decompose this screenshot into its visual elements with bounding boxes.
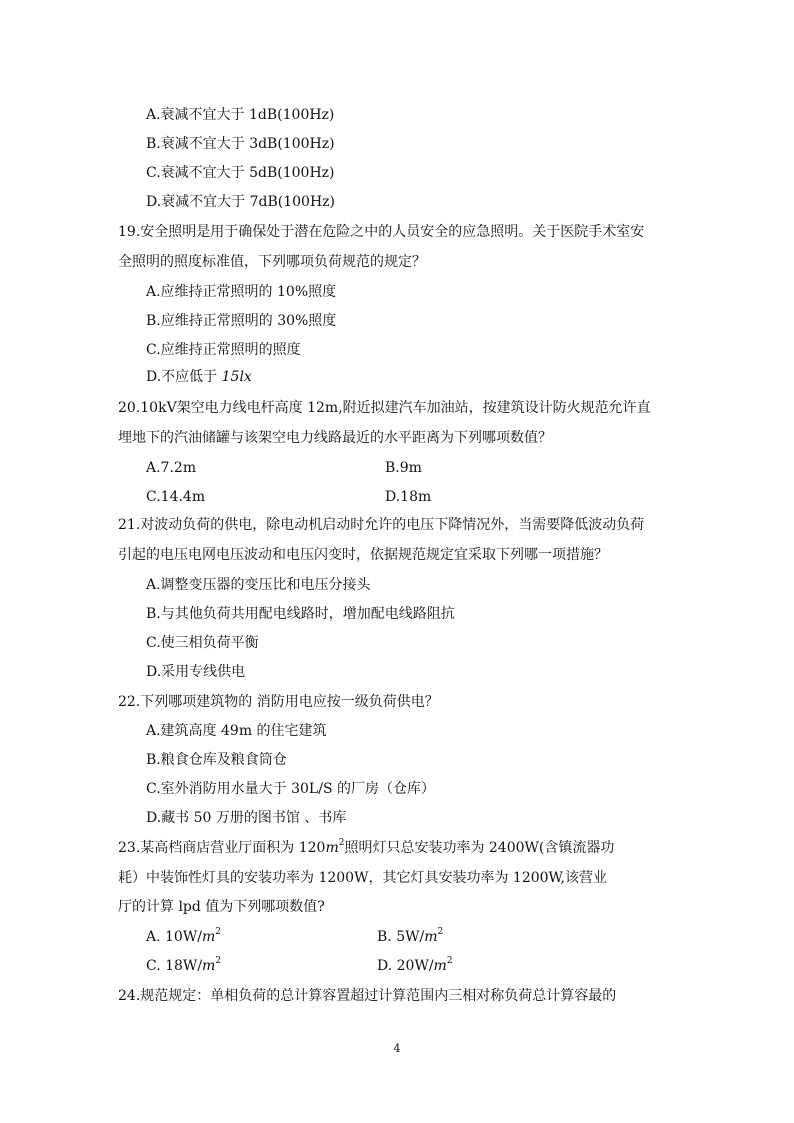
q23-option-b-unit: m <box>424 929 438 945</box>
q23-stem-line1 <box>118 839 614 857</box>
q20-option-c: C.14.4m <box>146 489 206 505</box>
q23-option-c-text: C. 18W/ <box>146 958 203 974</box>
q23-option-d <box>377 957 453 975</box>
q23-stem-line2: 耗）中装饰性灯具的安装功率为 1200W，其它灯具安装功率为 1200W,该营业 <box>118 870 607 886</box>
q18-option-a: A.衰减不宜大于 1dB(100Hz) <box>146 107 335 123</box>
q19-option-a: A.应维持正常照明的 10%照度 <box>146 284 337 300</box>
q19-option-d-math: 15lx <box>221 369 252 385</box>
page-number: 4 <box>393 1042 401 1055</box>
q23-option-a-unit: m <box>201 929 216 945</box>
q18-option-c: C.衰减不宜大于 5dB(100Hz) <box>146 165 335 181</box>
q22-option-c: C.室外消防用水量大于 30L/S 的厂房（仓库） <box>146 781 435 797</box>
q18-option-b: B.衰减不宜大于 3dB(100Hz) <box>146 136 335 152</box>
q23-option-c <box>146 957 221 975</box>
q22-option-a: A.建筑高度 49m 的住宅建筑 <box>146 723 327 739</box>
q21-stem-line1: 21.对波动负荷的供电，除电动机启动时允许的电压下降情况外，当需要降低波动负荷 <box>118 517 645 533</box>
q23-option-b-text: B. 5W/ <box>377 929 425 945</box>
q23-area-unit: m <box>325 840 339 856</box>
q20-option-a: A.7.2m <box>146 460 197 476</box>
q21-option-a: A.调整变压器的变压比和电压分接头 <box>146 577 371 593</box>
q19-stem-line2: 全照明的照度标准值，下列哪项负荷规范的规定？ <box>118 254 426 270</box>
q19-option-d <box>146 368 252 386</box>
q19-option-b: B.应维持正常照明的 30%照度 <box>146 313 337 329</box>
q23-option-d-exp: 2 <box>446 956 453 966</box>
q23-option-b-exp: 2 <box>437 927 444 937</box>
q23-stem-line1-b: 照明灯只总安装功率为 2400W(含镇流器功 <box>344 840 615 856</box>
q23-area-unit-exponent: 2 <box>338 838 345 848</box>
q23-option-c-unit: m <box>202 958 216 974</box>
q23-option-d-unit: m <box>433 958 447 974</box>
q23-option-c-exp: 2 <box>215 956 222 966</box>
q19-stem-line1: 19.安全照明是用于确保处于潜在危险之中的人员安全的应急照明。关于医院手术室安 <box>118 224 645 240</box>
q21-option-b: B.与其他负荷共用配电线路时，增加配电线路阻抗 <box>146 606 455 622</box>
q19-option-c: C.应维持正常照明的照度 <box>146 342 301 358</box>
q20-option-b: B.9m <box>385 460 422 476</box>
q22-option-d: D.藏书 50 万册的图书馆 、书库 <box>146 810 347 826</box>
q21-option-c: C.使三相负荷平衡 <box>146 635 259 651</box>
q22-stem: 22.下列哪项建筑物的 消防用电应按一级负荷供电？ <box>118 694 439 710</box>
q20-stem-line2: 埋地下的汽油储罐与该架空电力线路最近的水平距离为下列哪项数值？ <box>118 430 552 446</box>
q23-option-b <box>377 928 443 946</box>
q21-option-d: D.采用专线供电 <box>146 664 246 680</box>
q20-option-d: D.18m <box>385 489 432 505</box>
q23-option-a-text: A. 10W/ <box>146 929 202 945</box>
q19-option-d-text: D.不应低于 <box>146 369 222 385</box>
q18-option-d: D.衰减不宜大于 7dB(100Hz) <box>146 194 336 210</box>
q20-stem-line1: 20.10kV架空电力线电杆高度 12m,附近拟建汽车加油站，按建筑设计防火规范允许直 <box>118 400 651 416</box>
q23-option-d-text: D. 20W/ <box>377 958 434 974</box>
q23-stem-line3: 厅的计算 lpd 值为下列哪项数值? <box>118 899 325 915</box>
q24-stem-line1: 24.规范规定：单相负荷的总计算容置超过计算范围内三相对称负荷总计算容最的 <box>118 988 617 1004</box>
q23-option-a <box>146 928 221 946</box>
q21-stem-line2: 引起的电压电网电压波动和电压闪变时，依据规范规定宜采取下列哪一项措施？ <box>118 547 608 563</box>
q22-option-b: B.粮食仓库及粮食筒仓 <box>146 752 287 768</box>
q23-stem-line1-a: 23.某高档商店营业厅面积为 120 <box>118 840 326 856</box>
q23-option-a-exp: 2 <box>215 927 221 937</box>
